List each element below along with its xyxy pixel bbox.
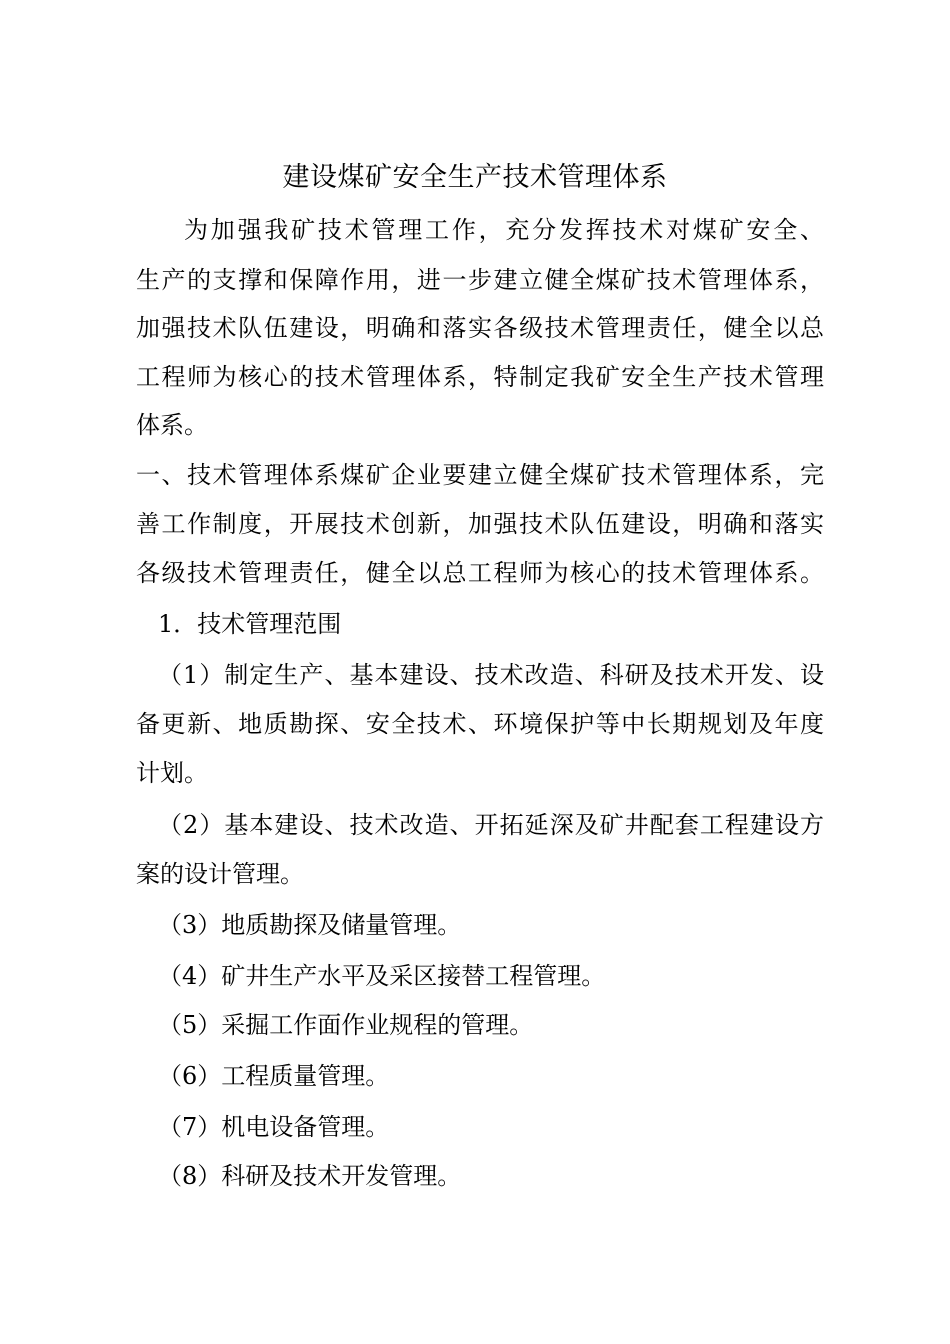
list-item-3: （3）地质勘探及储量管理。 [158, 911, 462, 939]
list-item-1-line-3: 计划。 [136, 759, 208, 787]
list-item-5: （5）采掘工作面作业规程的管理。 [158, 1011, 534, 1039]
intro-line-5: 体系。 [136, 411, 208, 439]
intro-line-3: 加强技术队伍建设，明确和落实各级技术管理责任，健全以总 [136, 314, 824, 342]
section1-line-3: 各级技术管理责任，健全以总工程师为核心的技术管理体系。 [136, 559, 824, 587]
list-item-2-line-1: （2）基本建设、技术改造、开拓延深及矿井配套工程建设方 [158, 811, 824, 839]
list-item-7: （7）机电设备管理。 [158, 1113, 390, 1141]
list-item-1-line-2: 备更新、地质勘探、安全技术、环境保护等中长期规划及年度 [136, 710, 824, 738]
section1-line-1: 一、技术管理体系煤矿企业要建立健全煤矿技术管理体系，完 [136, 461, 824, 489]
intro-line-2: 生产的支撑和保障作用，进一步建立健全煤矿技术管理体系， [136, 266, 824, 294]
list-item-8: （8）科研及技术开发管理。 [158, 1162, 462, 1190]
document-title: 建设煤矿安全生产技术管理体系 [282, 162, 668, 193]
list-item-2-line-2: 案的设计管理。 [136, 860, 304, 888]
list-item-1-line-1: （1）制定生产、基本建设、技术改造、科研及技术开发、设 [158, 661, 824, 689]
intro-line-4: 工程师为核心的技术管理体系，特制定我矿安全生产技术管理 [136, 363, 824, 391]
intro-line-1: 为加强我矿技术管理工作，充分发挥技术对煤矿安全、 [184, 216, 824, 244]
list-item-6: （6）工程质量管理。 [158, 1062, 390, 1090]
list-item-4: （4）矿井生产水平及采区接替工程管理。 [158, 962, 606, 990]
subsection-heading: 1．技术管理范围 [158, 610, 342, 638]
section1-line-2: 善工作制度，开展技术创新，加强技术队伍建设，明确和落实 [136, 510, 824, 538]
